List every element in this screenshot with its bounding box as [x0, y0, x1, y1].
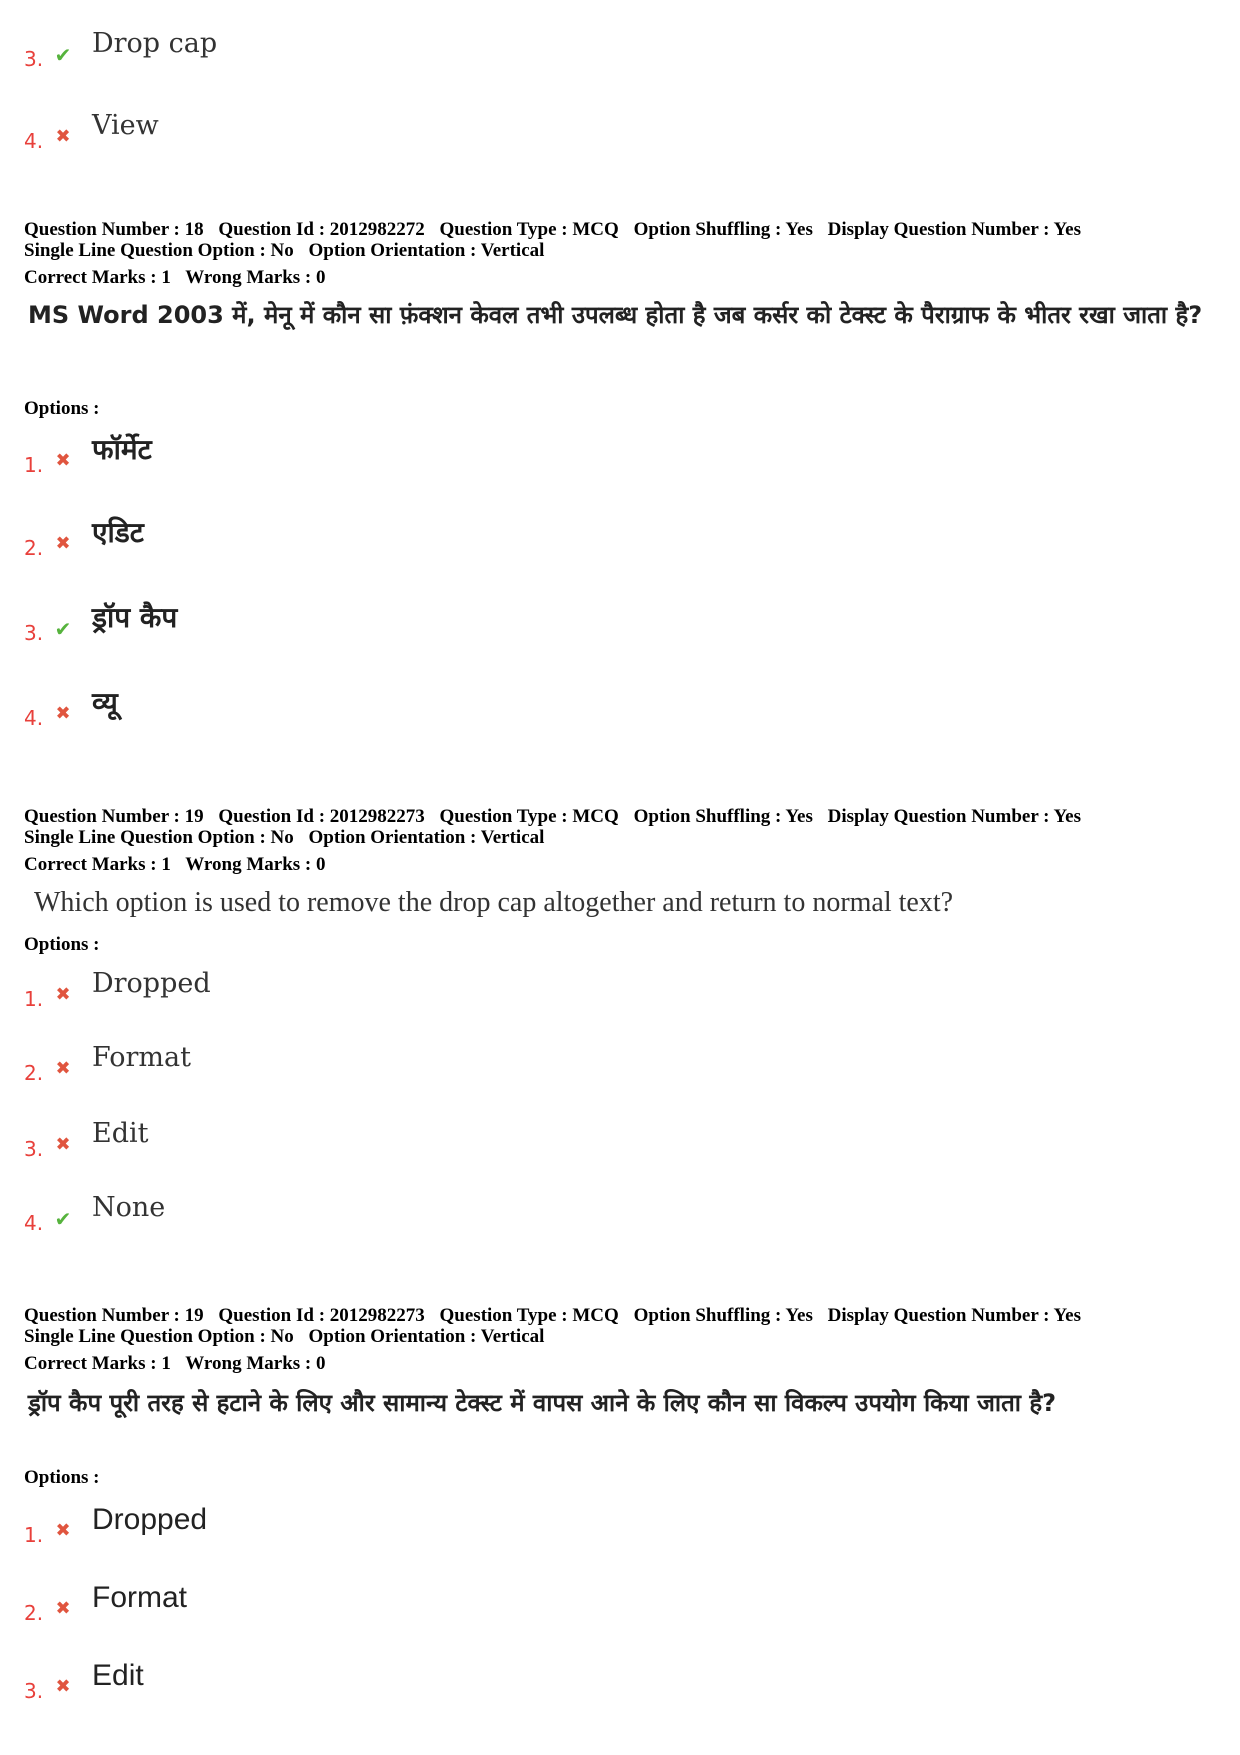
display-question-number: Display Question Number : Yes: [827, 219, 1081, 240]
option-item: [24, 1658, 1204, 1702]
option-number: 2.: [24, 536, 44, 560]
check-icon: ✔: [54, 617, 72, 641]
options-label: Options :: [24, 934, 100, 955]
option-number: 1.: [24, 453, 44, 477]
cross-icon: ✖: [55, 126, 71, 147]
option-text: Format: [92, 1581, 188, 1614]
question-text: ड्रॉप कैप पूरी तरह से हटाने के लिए और सामान्य टेक्स्ट में वापस आने के लिए कौन सा विकल्प उपयोग किया जाता है?: [28, 1389, 1057, 1417]
option-item: [24, 1580, 1204, 1624]
option-orientation: Option Orientation : Vertical: [308, 827, 545, 848]
option-text: Edit: [92, 1659, 144, 1692]
option-item: [24, 515, 1204, 559]
option-number: 4.: [24, 1211, 44, 1235]
question-meta: [24, 1305, 1214, 1374]
wrong-marks: Wrong Marks : 0: [185, 1353, 326, 1374]
question-id: Question Id : 2012982272: [218, 219, 425, 240]
correct-marks: Correct Marks : 1: [24, 1353, 171, 1374]
option-item: [24, 26, 1204, 70]
question-number: Question Number : 18: [24, 219, 204, 240]
option-number: 3.: [24, 1679, 44, 1703]
question-number: Question Number : 19: [24, 806, 204, 827]
question-id: Question Id : 2012982273: [218, 806, 425, 827]
option-number: 4.: [24, 706, 44, 730]
wrong-marks: Wrong Marks : 0: [185, 854, 326, 875]
cross-icon: ✖: [55, 703, 71, 724]
option-text: Edit: [92, 1118, 149, 1149]
cross-icon: ✖: [55, 1058, 71, 1079]
option-text: Dropped: [92, 1503, 208, 1536]
cross-icon: ✖: [55, 533, 71, 554]
option-item: [24, 600, 1204, 644]
question-type: Question Type : MCQ: [439, 806, 619, 827]
question-type: Question Type : MCQ: [439, 219, 619, 240]
option-item: [24, 1040, 1204, 1084]
option-item: [24, 432, 1204, 476]
cross-icon: ✖: [55, 1134, 71, 1155]
option-text: Dropped: [92, 968, 211, 999]
option-text: व्यू: [92, 686, 118, 719]
option-item: [24, 685, 1204, 729]
cross-icon: ✖: [55, 1598, 71, 1619]
option-text: ड्रॉप कैप: [92, 601, 178, 634]
wrong-marks: Wrong Marks : 0: [185, 267, 326, 288]
options-label: Options :: [24, 1467, 100, 1488]
option-text: Format: [92, 1042, 191, 1073]
option-number: 2.: [24, 1061, 44, 1085]
option-orientation: Option Orientation : Vertical: [308, 240, 545, 261]
option-number: 1.: [24, 987, 44, 1011]
question-number: Question Number : 19: [24, 1305, 204, 1326]
display-question-number: Display Question Number : Yes: [827, 1305, 1081, 1326]
single-line-option: Single Line Question Option : No: [24, 240, 294, 261]
option-item: [24, 1116, 1204, 1160]
question-type: Question Type : MCQ: [439, 1305, 619, 1326]
option-text: None: [92, 1192, 166, 1223]
cross-icon: ✖: [55, 450, 71, 471]
option-text: एडिट: [92, 516, 144, 549]
single-line-option: Single Line Question Option : No: [24, 1326, 294, 1347]
option-number: 1.: [24, 1523, 44, 1547]
question-text: MS Word 2003 में, मेनू में कौन सा फ़ंक्शन केवल तभी उपलब्ध होता है जब कर्सर को टेक्स्ट के पैराग्राफ के भीतर रखा जाता है?: [28, 301, 1203, 329]
option-text: Drop cap: [92, 28, 218, 59]
correct-marks: Correct Marks : 1: [24, 854, 171, 875]
correct-marks: Correct Marks : 1: [24, 267, 171, 288]
cross-icon: ✖: [55, 1520, 71, 1541]
option-number: 3.: [24, 1137, 44, 1161]
check-icon: ✔: [54, 1207, 72, 1231]
cross-icon: ✖: [55, 984, 71, 1005]
option-item: [24, 966, 1204, 1010]
check-icon: ✔: [54, 43, 72, 67]
option-item: [24, 108, 1204, 152]
option-orientation: Option Orientation : Vertical: [308, 1326, 545, 1347]
option-number: 3.: [24, 621, 44, 645]
option-number: 4.: [24, 129, 44, 153]
option-number: 2.: [24, 1601, 44, 1625]
options-label: Options :: [24, 398, 100, 419]
option-item: [24, 1190, 1204, 1234]
option-text: फॉर्मेट: [92, 433, 152, 466]
option-shuffling: Option Shuffling : Yes: [633, 219, 813, 240]
question-meta: [24, 806, 1214, 875]
option-item: [24, 1502, 1204, 1546]
cross-icon: ✖: [55, 1676, 71, 1697]
single-line-option: Single Line Question Option : No: [24, 827, 294, 848]
option-text: View: [92, 110, 159, 141]
display-question-number: Display Question Number : Yes: [827, 806, 1081, 827]
question-meta: [24, 219, 1214, 288]
option-shuffling: Option Shuffling : Yes: [633, 806, 813, 827]
option-number: 3.: [24, 47, 44, 71]
option-shuffling: Option Shuffling : Yes: [633, 1305, 813, 1326]
question-text: Which option is used to remove the drop cap altogether and return to normal text?: [34, 887, 954, 918]
question-id: Question Id : 2012982273: [218, 1305, 425, 1326]
